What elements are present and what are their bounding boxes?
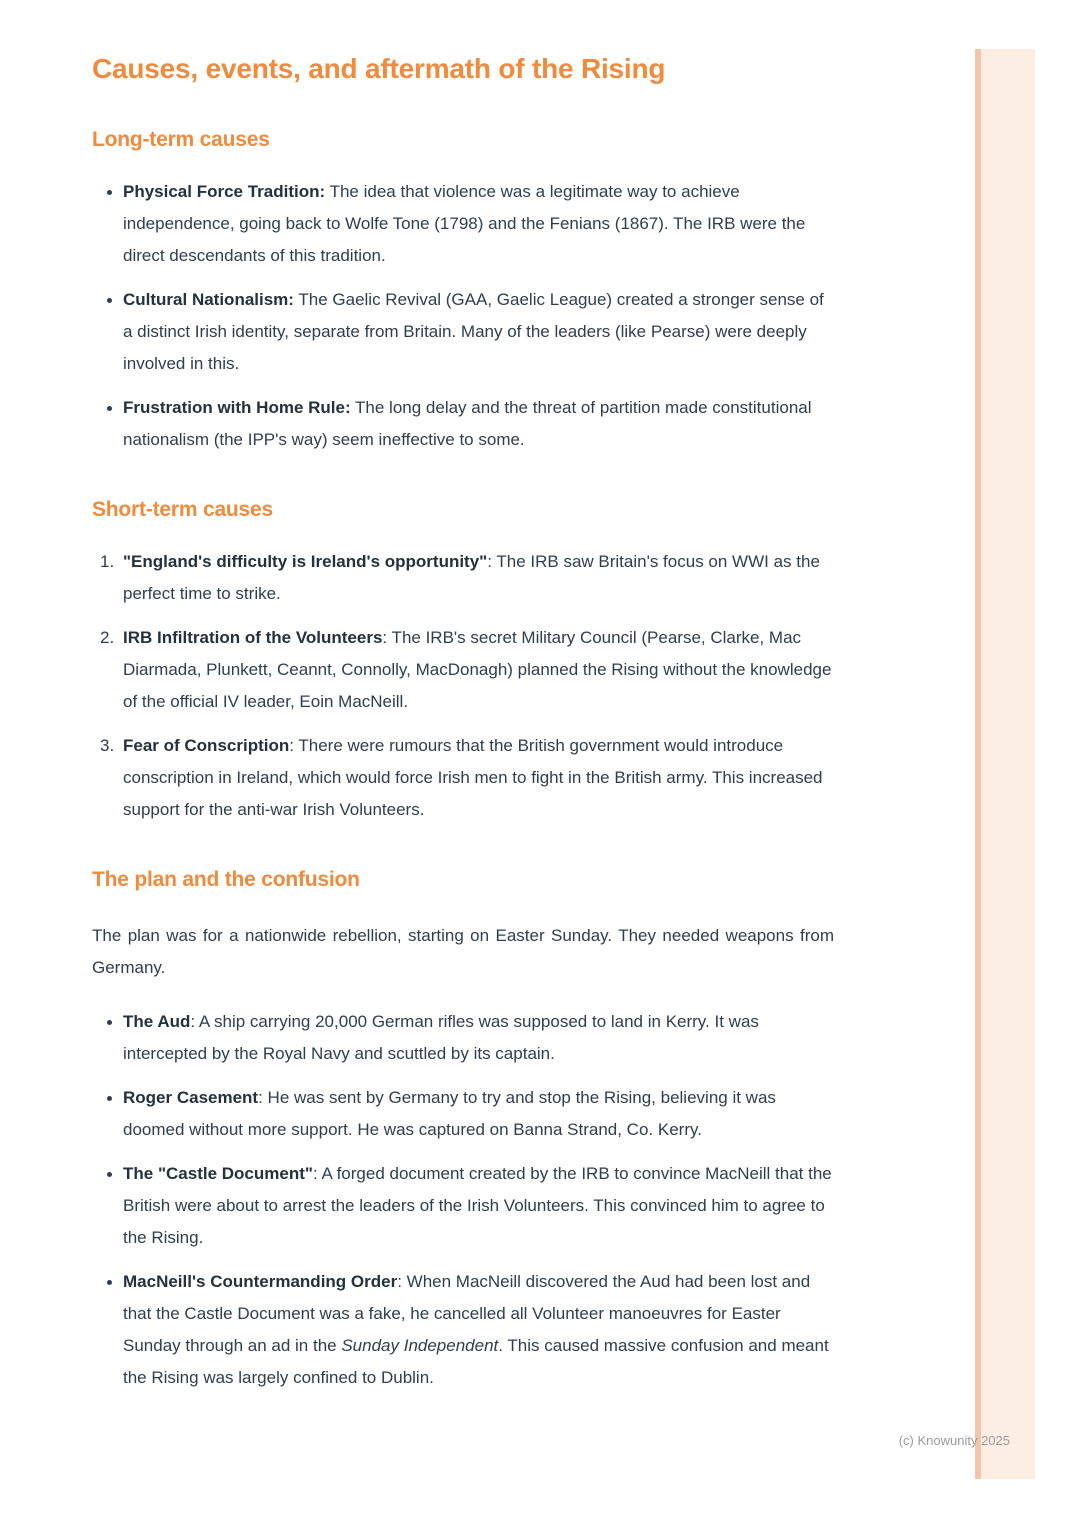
copyright-note: (c) Knowunity 2025 — [898, 1433, 1010, 1448]
document-content — [92, 0, 834, 1394]
list-item — [92, 546, 834, 610]
item-lead: The Aud — [123, 1012, 191, 1031]
plan-intro-paragraph: The plan was for a nationwide rebellion, starting on Easter Sunday. They needed weapons from Germany. — [92, 926, 834, 977]
section-heading-plan-confusion: The plan and the confusion — [92, 868, 360, 891]
item-lead: Physical Force Tradition: — [123, 182, 326, 201]
item-text: : The IRB saw Britain's focus on WWI as the perfect time to strike. — [123, 552, 820, 603]
item-lead: Cultural Nationalism: — [123, 290, 294, 309]
item-lead: MacNeill's Countermanding Order — [123, 1272, 398, 1291]
item-text: : A forged document created by the IRB to convince MacNeill that the British were about to arrest the leaders of the Irish Volunteers. This convinced him to agree to the Rising. — [123, 1164, 832, 1247]
list-item — [92, 1006, 834, 1070]
list-item — [92, 730, 834, 826]
short-term-causes-list — [92, 546, 834, 826]
item-text-italic: Sunday Independent — [341, 1336, 499, 1355]
item-lead: Roger Casement — [123, 1088, 259, 1107]
item-text: : The IRB's secret Military Council (Pearse, Clarke, Mac Diarmada, Plunkett, Ceannt, Connolly, MacDonagh) planned the Rising without the knowledge of the official IV leader, Eoin MacNeill. — [123, 628, 832, 711]
list-item — [92, 622, 834, 718]
plan-confusion-list — [92, 1006, 834, 1394]
item-text: : There were rumours that the British government would introduce conscription in Ireland, which would force Irish men to fight in the British army. This increased support for the anti-war Irish Volunteers. — [123, 736, 823, 819]
page-title: Causes, events, and aftermath of the Rising — [92, 53, 666, 84]
item-lead: The "Castle Document" — [123, 1164, 313, 1183]
long-term-causes-list — [92, 176, 834, 456]
list-item — [92, 176, 834, 272]
section-heading-long-term-causes: Long-term causes — [92, 128, 270, 151]
item-lead: Frustration with Home Rule: — [123, 398, 351, 417]
item-text: : He was sent by Germany to try and stop the Rising, believing it was doomed without more support. He was captured on Banna Strand, Co. Kerry. — [123, 1088, 776, 1139]
page-edge-stripe — [975, 49, 1035, 1479]
item-text: The Gaelic Revival (GAA, Gaelic League) created a stronger sense of a distinct Irish identity, separate from Britain. Many of the leaders (like Pearse) were deeply involved in this. — [123, 290, 824, 373]
list-item — [92, 284, 834, 380]
list-item — [92, 392, 834, 456]
item-text: . This caused massive confusion and meant the Rising was largely confined to Dublin. — [123, 1336, 829, 1387]
item-text: The idea that violence was a legitimate way to achieve independence, going back to Wolfe Tone (1798) and the Fenians (1867). The IRB were the direct descendants of this tradition. — [123, 182, 806, 265]
list-item — [92, 1266, 834, 1394]
item-lead: IRB Infiltration of the Volunteers — [123, 628, 383, 647]
list-item — [92, 1158, 834, 1254]
list-item — [92, 1082, 834, 1146]
item-text: : When MacNeill discovered the Aud had been lost and that the Castle Document was a fake, he cancelled all Volunteer manoeuvres for Easter Sunday through an ad in the — [123, 1272, 811, 1355]
item-lead: "England's difficulty is Ireland's opportunity" — [123, 552, 488, 571]
item-text: The long delay and the threat of partition made constitutional nationalism (the IPP's way) seem ineffective to some. — [123, 398, 812, 449]
item-text: : A ship carrying 20,000 German rifles was supposed to land in Kerry. It was intercepted by the Royal Navy and scuttled by its captain. — [123, 1012, 759, 1063]
item-lead: Fear of Conscription — [123, 736, 290, 755]
section-heading-short-term-causes: Short-term causes — [92, 498, 273, 521]
